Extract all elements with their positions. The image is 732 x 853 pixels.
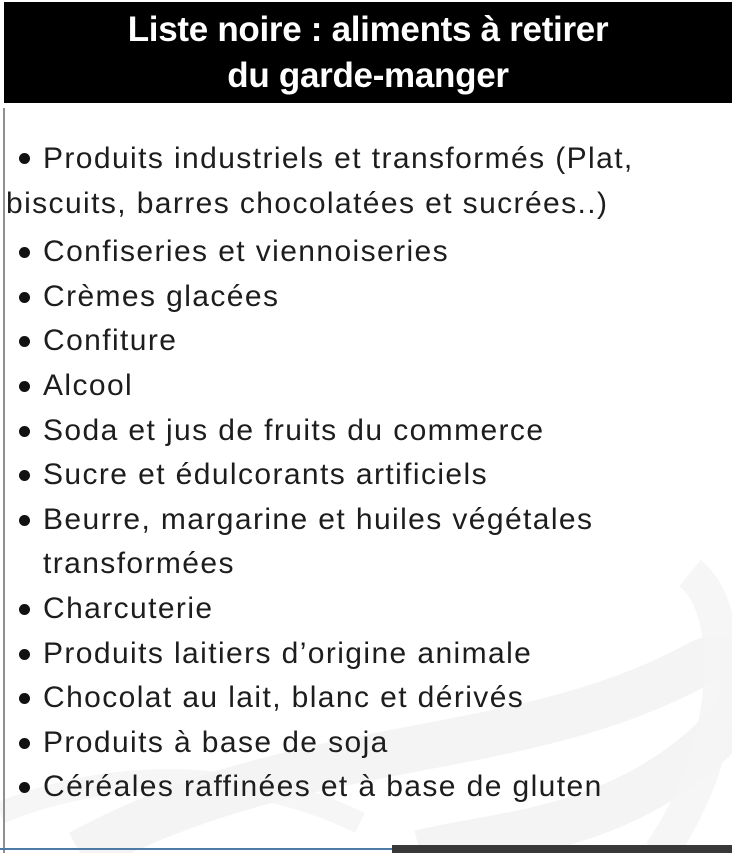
bullet-icon xyxy=(19,426,30,437)
bullet-icon xyxy=(19,649,30,660)
list-item xyxy=(6,587,722,632)
section-header-banner xyxy=(4,2,732,103)
list-item xyxy=(6,409,722,454)
list-item xyxy=(6,453,722,498)
list-item-text: Beurre, margarine et huiles végétales transformées xyxy=(43,502,594,581)
bullet-icon xyxy=(19,693,30,704)
bullet-icon xyxy=(19,292,30,303)
bullet-icon xyxy=(19,247,30,258)
list-item xyxy=(6,676,722,721)
section-title-line-2: du garde-manger xyxy=(227,55,509,95)
list-item-text: Produits à base de soja xyxy=(43,725,389,759)
section-title-line-1: Liste noire : aliments à retirer xyxy=(127,9,609,49)
list-item-text: Crèmes glacées xyxy=(43,279,280,313)
bullet-icon xyxy=(19,515,30,526)
next-section-banner-edge xyxy=(392,845,732,853)
bullet-icon xyxy=(19,381,30,392)
bullet-icon xyxy=(19,782,30,793)
list-item-text: Alcool xyxy=(43,368,134,402)
list-item xyxy=(6,364,722,409)
list-item xyxy=(6,275,722,320)
list-item xyxy=(6,721,722,766)
list-item-text: Chocolat au lait, blanc et dérivés xyxy=(43,681,525,715)
list-item xyxy=(6,765,722,810)
list-item-text: Produits industriels et transformés (Plat, biscuits, barres chocolatées et sucrées..) xyxy=(6,142,634,220)
list-item xyxy=(6,498,722,587)
list-item-text: Soda et jus de fruits du commerce xyxy=(43,413,545,447)
list-item xyxy=(6,319,722,364)
bullet-icon xyxy=(19,738,30,749)
list-item-text: Charcuterie xyxy=(43,591,214,625)
list-item-text: Produits laitiers d’origine animale xyxy=(43,636,533,670)
list-item xyxy=(6,632,722,677)
bullet-icon xyxy=(19,153,30,164)
bullet-icon xyxy=(19,604,30,615)
list-item-text: Céréales raffinées et à base de gluten xyxy=(43,770,603,804)
bullet-icon xyxy=(19,336,30,347)
blacklist-food-list xyxy=(6,137,722,810)
list-item-text: Confiture xyxy=(43,324,178,358)
left-cell-border xyxy=(3,108,5,853)
list-item-text: Confiseries et viennoiseries xyxy=(43,235,450,269)
bullet-icon xyxy=(19,470,30,481)
list-item xyxy=(6,137,722,226)
list-item-text: Sucre et édulcorants artificiels xyxy=(43,458,488,492)
list-item xyxy=(6,230,722,275)
